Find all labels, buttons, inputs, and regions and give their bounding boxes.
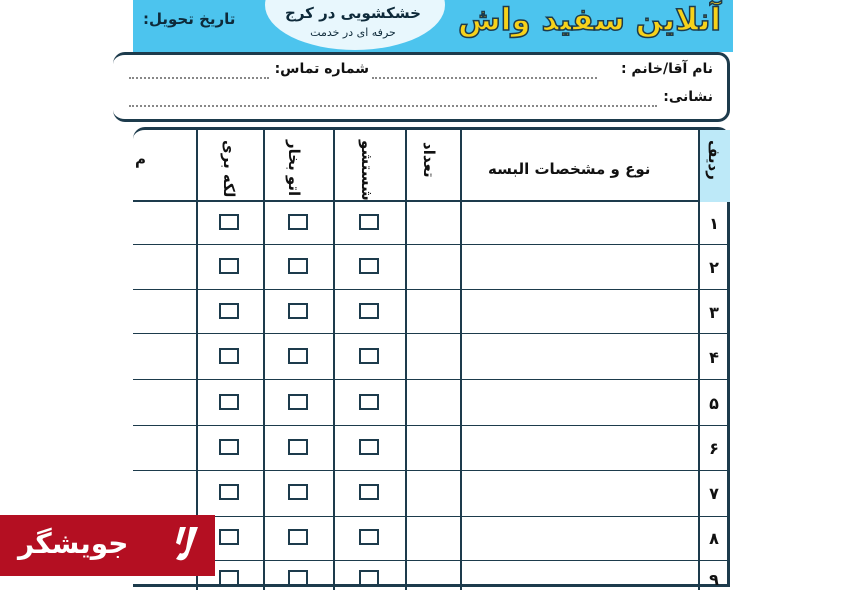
row-separator xyxy=(133,333,730,334)
row-number: ۳ xyxy=(709,303,719,322)
stain-checkbox[interactable] xyxy=(219,439,239,455)
stain-checkbox[interactable] xyxy=(219,484,239,500)
row-separator xyxy=(133,516,730,517)
row-separator xyxy=(133,560,730,561)
divider-count xyxy=(405,130,407,590)
name-field[interactable] xyxy=(372,77,597,79)
iron-checkbox[interactable] xyxy=(288,214,308,230)
wash-checkbox[interactable] xyxy=(359,439,379,455)
order-form xyxy=(133,0,733,589)
count-column-header: تعداد xyxy=(420,142,438,178)
divider-iron xyxy=(263,130,265,590)
partial-column-header: م xyxy=(135,150,146,168)
address-field[interactable] xyxy=(129,105,657,107)
iron-checkbox[interactable] xyxy=(288,439,308,455)
wash-checkbox[interactable] xyxy=(359,484,379,500)
stain-checkbox[interactable] xyxy=(219,303,239,319)
service-title: خشکشویی در کرج xyxy=(285,4,421,22)
stain-checkbox[interactable] xyxy=(219,570,239,586)
watermark-text: جویشگر xyxy=(18,527,129,560)
stain-checkbox[interactable] xyxy=(219,214,239,230)
slogan: حرفه ای در خدمت xyxy=(310,26,396,39)
iron-checkbox[interactable] xyxy=(288,258,308,274)
iron-checkbox[interactable] xyxy=(288,394,308,410)
watermark-logo-icon xyxy=(170,525,202,563)
stain-column-header: لکه بری xyxy=(220,140,238,198)
divider-item xyxy=(460,130,462,590)
stain-checkbox[interactable] xyxy=(219,348,239,364)
phone-field[interactable] xyxy=(129,77,269,79)
iron-checkbox[interactable] xyxy=(288,348,308,364)
wash-checkbox[interactable] xyxy=(359,258,379,274)
wash-checkbox[interactable] xyxy=(359,303,379,319)
row-number: ۵ xyxy=(709,394,719,413)
stain-checkbox[interactable] xyxy=(219,529,239,545)
stain-checkbox[interactable] xyxy=(219,394,239,410)
iron-column-header: اتو بخار xyxy=(285,140,303,197)
wash-column-header: شستشو xyxy=(358,140,376,201)
row-separator xyxy=(133,379,730,380)
iron-checkbox[interactable] xyxy=(288,484,308,500)
row-number: ۶ xyxy=(709,439,719,458)
wash-checkbox[interactable] xyxy=(359,348,379,364)
row-separator xyxy=(133,244,730,245)
phone-label: شماره تماس: xyxy=(274,61,369,77)
brand-title: آنلاین سفید واش xyxy=(458,2,721,38)
row-number: ۷ xyxy=(709,484,719,503)
address-label: نشانی: xyxy=(663,89,713,105)
iron-checkbox[interactable] xyxy=(288,570,308,586)
wash-checkbox[interactable] xyxy=(359,529,379,545)
row-number: ۴ xyxy=(709,348,719,367)
iron-checkbox[interactable] xyxy=(288,529,308,545)
row-number: ۹ xyxy=(709,570,719,589)
wash-checkbox[interactable] xyxy=(359,214,379,230)
row-separator xyxy=(133,289,730,290)
stain-checkbox[interactable] xyxy=(219,258,239,274)
divider-wash xyxy=(333,130,335,590)
name-label: نام آقا/خانم : xyxy=(620,61,713,77)
row-number: ۲ xyxy=(709,258,719,277)
wash-checkbox[interactable] xyxy=(359,394,379,410)
row-number: ۸ xyxy=(709,529,719,548)
watermark-badge xyxy=(0,515,215,576)
wash-checkbox[interactable] xyxy=(359,570,379,586)
items-table xyxy=(133,127,730,587)
row-separator xyxy=(133,470,730,471)
row-column-header: ردیف xyxy=(705,140,723,180)
item-type-column-header: نوع و مشخصات البسه xyxy=(488,160,651,178)
delivery-date-label: تاریخ تحویل: xyxy=(143,10,236,28)
iron-checkbox[interactable] xyxy=(288,303,308,319)
customer-info-box xyxy=(113,52,730,122)
form-header xyxy=(133,0,733,52)
row-separator xyxy=(133,425,730,426)
row-number: ۱ xyxy=(709,214,719,233)
